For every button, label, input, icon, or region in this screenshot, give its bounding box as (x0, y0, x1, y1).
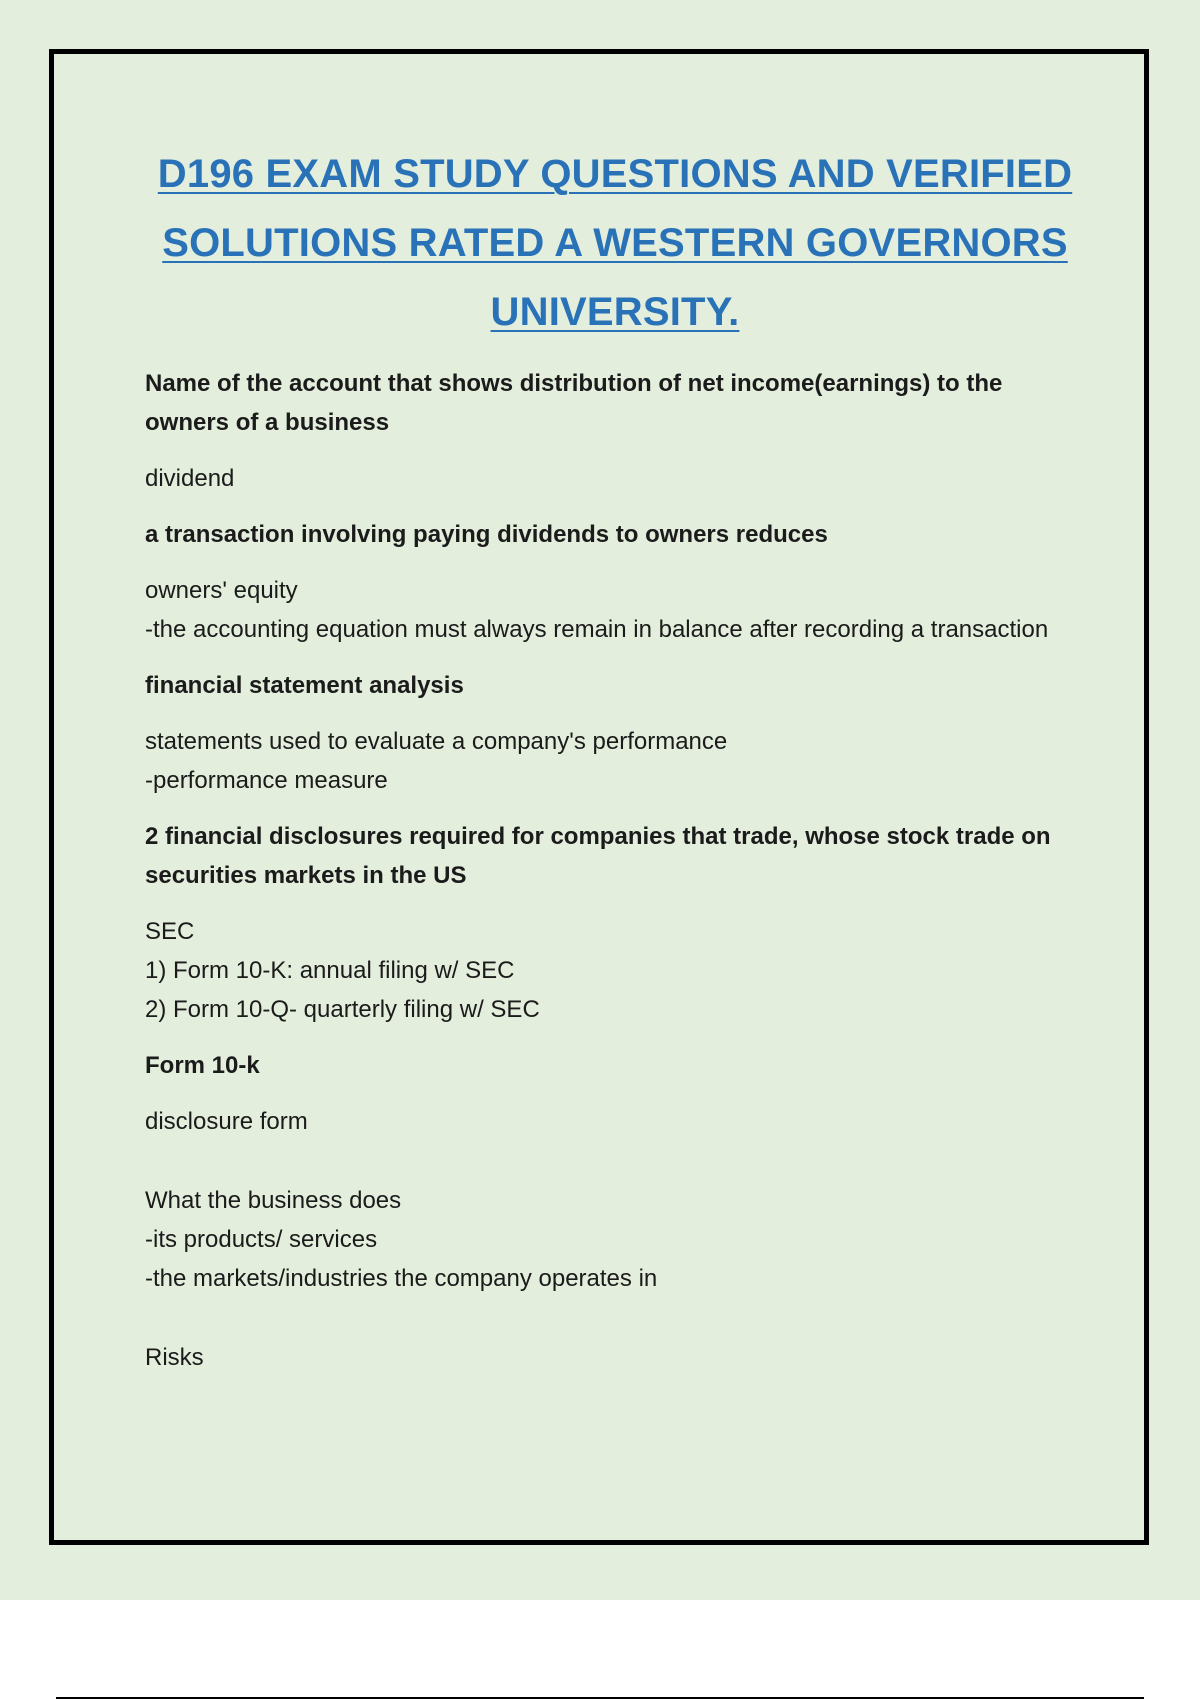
paragraph-gap (145, 1141, 1085, 1181)
answer-2 (145, 571, 1085, 649)
answer-line: -the markets/industries the company operates in (145, 1265, 658, 1292)
document-title (90, 140, 1140, 347)
question-4: 2 financial disclosures required for companies that trade, whose stock trade on securities markets in the US (145, 823, 1051, 889)
footer-divider (56, 1697, 1144, 1699)
answer-5 (145, 1102, 1085, 1377)
question-2: a transaction involving paying dividends to owners reduces (145, 521, 828, 548)
answer-line: statements used to evaluate a company's performance (145, 728, 728, 755)
title-line-2[interactable]: SOLUTIONS RATED A WESTERN GOVERNORS (162, 221, 1068, 265)
answer-line: -the accounting equation must always remain in balance after recording a transaction (145, 616, 1049, 643)
title-line-3[interactable]: UNIVERSITY. (490, 290, 740, 334)
answer-line: SEC (145, 918, 195, 945)
answer-line: owners' equity (145, 577, 298, 604)
question-1: Name of the account that shows distribution of net income(earnings) to the owners of a business (145, 370, 1003, 436)
qa-content (145, 364, 1085, 1394)
question-3: financial statement analysis (145, 672, 464, 699)
answer-line: dividend (145, 465, 235, 492)
answer-line: What the business does (145, 1187, 402, 1214)
answer-line: -its products/ services (145, 1226, 378, 1253)
answer-3 (145, 722, 1085, 800)
question-5: Form 10-k (145, 1052, 260, 1079)
answer-line: 1) Form 10-K: annual filing w/ SEC (145, 957, 515, 984)
answer-4 (145, 912, 1085, 1029)
answer-line: -performance measure (145, 767, 388, 794)
answer-line: Risks (145, 1344, 204, 1371)
paragraph-gap (145, 1298, 1085, 1338)
answer-line: 2) Form 10-Q- quarterly filing w/ SEC (145, 996, 540, 1023)
answer-1 (145, 459, 1085, 498)
title-line-1[interactable]: D196 EXAM STUDY QUESTIONS AND VERIFIED (157, 152, 1073, 196)
answer-line: disclosure form (145, 1108, 308, 1135)
